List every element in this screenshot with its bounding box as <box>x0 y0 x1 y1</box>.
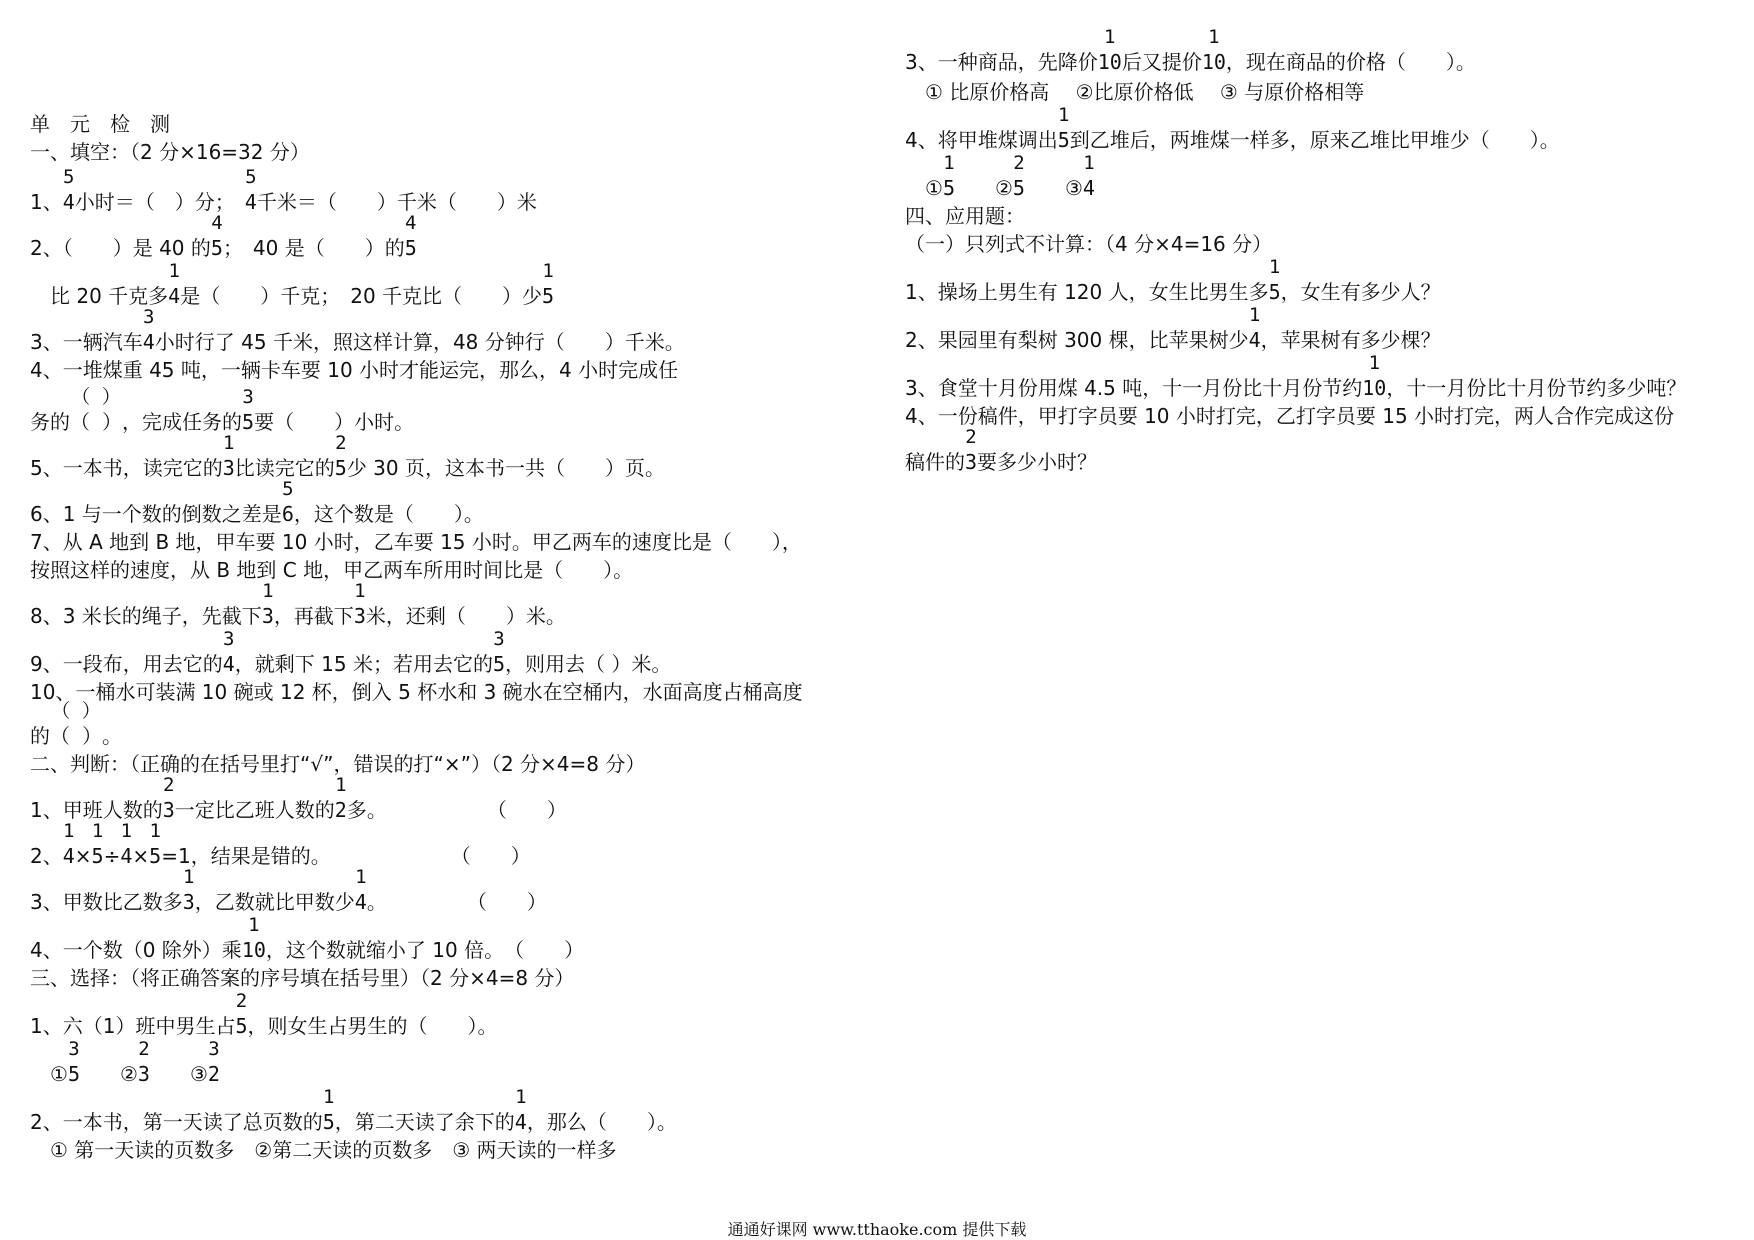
line-text: 4、将甲堆煤调出 <box>905 128 1058 152</box>
fraction-numerator: 3 <box>68 1038 80 1060</box>
fraction-numerator: 5 <box>282 478 294 500</box>
line-text: 稿件的 <box>905 450 965 474</box>
fraction <box>222 628 235 676</box>
line-text: 三、选择：（将正确答案的序号填在括号里）（2 分×4=8 分） <box>30 966 575 990</box>
fraction-denominator: 5 <box>404 236 417 260</box>
fraction <box>67 1038 80 1086</box>
fraction-denominator: 3 <box>353 604 366 628</box>
line-text: ，这个数是（ ）。 <box>293 502 484 526</box>
fraction-numerator: 1 <box>262 580 274 602</box>
fraction <box>1362 352 1387 400</box>
right-line <box>905 104 1560 152</box>
fraction <box>242 386 255 434</box>
left-line <box>30 628 672 676</box>
fraction <box>261 580 274 628</box>
fraction <box>62 820 75 868</box>
fraction <box>1268 256 1281 304</box>
fraction-numerator: 1 <box>183 866 195 888</box>
line-text: 6、1 与一个数的倒数之差是 <box>30 502 282 526</box>
line-text: ① 比原价格高 ②比原价格低 ③ 与原价格相等 <box>905 80 1365 104</box>
line-text: 4、一个数（0 除外）乘 <box>30 938 242 962</box>
fraction <box>149 820 162 868</box>
fraction-denominator: 4 <box>120 844 133 868</box>
fraction-denominator: 4 <box>142 330 155 354</box>
line-text: 4、一堆煤重 45 吨，一辆卡车要 10 小时才能运完，那么，4 小时完成任 <box>30 358 679 382</box>
left-line <box>30 680 803 704</box>
fraction-numerator: 1 <box>1083 152 1095 174</box>
right-line <box>905 152 1095 200</box>
fraction <box>70 386 123 434</box>
right-line <box>905 426 1098 474</box>
left-line <box>30 140 310 164</box>
fraction-denominator: 5 <box>1057 128 1070 152</box>
fraction-denominator: 5 <box>235 1014 248 1038</box>
line-text: 一定比乙班人数的 <box>174 798 335 822</box>
fraction-denominator: 10 <box>1201 50 1226 74</box>
fraction <box>1201 26 1226 74</box>
fraction-denominator: 5 <box>1268 280 1281 304</box>
line-text: 后又提价 <box>1121 50 1202 74</box>
fraction-denominator: （ ） <box>70 410 123 434</box>
fraction-numerator: 1 <box>515 1086 527 1108</box>
line-text: 2、一本书，第一天读了总页数的 <box>30 1110 323 1134</box>
fraction-denominator: 10 <box>1362 376 1387 400</box>
left-line <box>30 478 484 526</box>
fraction <box>244 166 257 214</box>
right-line <box>905 256 1441 304</box>
fraction-denominator: 4 <box>62 190 75 214</box>
line-text: 7、从 A 地到 B 地，甲车要 10 小时，乙车要 15 小时。甲乙两车的速度比是（ ）， <box>30 530 802 554</box>
fraction-denominator: 6 <box>281 502 294 526</box>
line-text: 比读完它的 <box>234 456 335 480</box>
line-text: 4、一份稿件，甲打字员要 10 小时打完，乙打字员要 15 小时打完，两人合作完成这份 <box>905 404 1675 428</box>
line-text: =1，结果是错的。 （ ） <box>161 844 531 868</box>
left-line <box>30 820 531 868</box>
line-text: 小时行了 45 千米，照这样计算，48 分钟行（ ）千米。 <box>154 330 685 354</box>
fraction-denominator: 3 <box>182 890 195 914</box>
fraction <box>354 866 367 914</box>
fraction <box>404 212 417 260</box>
fraction-denominator: 3 <box>261 604 274 628</box>
fraction <box>492 628 505 676</box>
fraction <box>334 432 347 480</box>
fraction-denominator: 5 <box>242 410 255 434</box>
fraction-denominator: 5 <box>492 652 505 676</box>
fraction-numerator: 2 <box>235 990 248 1012</box>
line-text: 3、食堂十月份用煤 4.5 吨，十一月份比十月份节约 <box>905 376 1363 400</box>
fraction-numerator: 1 <box>168 260 180 282</box>
left-line <box>30 212 417 260</box>
fraction <box>91 820 104 868</box>
line-text: 。 <box>102 724 123 748</box>
left-line <box>30 358 678 382</box>
left-line <box>30 966 574 990</box>
fraction-numerator: 1 <box>223 432 235 454</box>
left-line <box>30 580 566 628</box>
left-line <box>30 432 665 480</box>
fraction <box>222 432 235 480</box>
fraction-denominator: 5 <box>334 456 347 480</box>
line-text: 。 （ ） <box>366 890 547 914</box>
fraction <box>210 212 223 260</box>
fraction-denominator: 3 <box>137 1062 150 1086</box>
line-text: 比 20 千克多 <box>30 284 169 308</box>
line-text: ÷ <box>103 844 121 868</box>
fraction-denominator: 4 <box>222 652 235 676</box>
left-line <box>30 774 567 822</box>
fraction <box>322 1086 335 1134</box>
left-line <box>30 700 123 748</box>
line-text: ，第二天读了余下的 <box>334 1110 515 1134</box>
fraction-denominator: 4 <box>168 284 181 308</box>
line-text: 3、一辆汽车 <box>30 330 143 354</box>
fraction-denominator: 4 <box>354 890 367 914</box>
fraction-numerator: 1 <box>1268 256 1281 278</box>
fraction <box>162 774 175 822</box>
line-text: 务的 <box>30 410 70 434</box>
line-text: ，则用去（ ）米。 <box>505 652 672 676</box>
line-text: ① 第一天读的页数多 ②第二天读的页数多 ③ 两天读的一样多 <box>30 1138 617 1162</box>
line-text: × <box>132 844 150 868</box>
line-text: ，那么（ ）。 <box>526 1110 677 1134</box>
line-text: ② <box>954 176 1013 200</box>
line-text: ③ <box>1024 176 1083 200</box>
fraction-numerator: 1 <box>1058 104 1070 126</box>
line-text: 2、（ ）是 40 的 <box>30 236 211 260</box>
line-text: （一）只列式不计算：（4 分×4=16 分） <box>905 232 1273 256</box>
fraction-numerator: 5 <box>245 166 257 188</box>
fraction <box>353 580 366 628</box>
line-text: 米，还剩（ ）米。 <box>365 604 566 628</box>
fraction-numerator: 2 <box>965 426 977 448</box>
fraction <box>334 774 347 822</box>
line-text: ① <box>30 1062 68 1086</box>
fraction <box>241 914 266 962</box>
line-text: 10、一桶水可装满 10 碗或 12 杯，倒入 5 杯水和 3 碗水在空桶内，水面高度占桶高度 <box>30 680 803 704</box>
fraction-denominator: 5 <box>149 844 162 868</box>
fraction-denominator: 5 <box>210 236 223 260</box>
fraction <box>965 426 978 474</box>
fraction-denominator: 5 <box>1012 176 1025 200</box>
fraction <box>542 260 555 308</box>
fraction <box>281 478 294 526</box>
line-text: 的 <box>30 724 50 748</box>
fraction-denominator: 2 <box>334 798 347 822</box>
fraction-denominator: 5 <box>322 1110 335 1134</box>
line-text: 一、填空：（2 分×16=32 分） <box>30 140 310 164</box>
fraction-numerator: 2 <box>138 1038 150 1060</box>
fraction-denominator: 5 <box>91 844 104 868</box>
fraction-numerator: 1 <box>943 152 955 174</box>
line-text: 1、 <box>30 190 63 214</box>
right-line <box>905 404 1674 428</box>
right-line <box>905 232 1272 256</box>
fraction-denominator: 4 <box>514 1110 527 1134</box>
fraction-numerator: 2 <box>1013 152 1025 174</box>
right-line <box>905 26 1476 74</box>
fraction-denominator: 5 <box>542 284 555 308</box>
fraction-numerator: 4 <box>211 212 223 234</box>
fraction-numerator: 3 <box>493 628 505 650</box>
line-text: 多。 （ ） <box>346 798 567 822</box>
fraction <box>207 1038 220 1086</box>
fraction <box>137 1038 150 1086</box>
fraction-numerator: 1 <box>1248 304 1261 326</box>
fraction-numerator: 1 <box>542 260 554 282</box>
line-text: 3、甲数比乙数多 <box>30 890 183 914</box>
fraction-numerator: （ ） <box>51 700 101 722</box>
line-text: 2、果园里有梨树 300 棵，比苹果树少 <box>905 328 1249 352</box>
line-text: 要（ ）小时。 <box>254 410 415 434</box>
fraction-numerator: 1 <box>1104 26 1116 48</box>
fraction-numerator: 1 <box>1208 26 1220 48</box>
line-text: ，十一月份比十月份节约多少吨？ <box>1386 376 1687 400</box>
fraction-numerator: 1 <box>323 1086 335 1108</box>
fraction <box>1082 152 1095 200</box>
line-text: 是（ ）千克； 20 千克比（ ）少 <box>180 284 543 308</box>
fraction <box>120 820 133 868</box>
line-text: 单 元 检 测 <box>30 112 170 136</box>
fraction-denominator: 5 <box>942 176 955 200</box>
fraction-numerator: 2 <box>335 432 347 454</box>
left-line <box>30 1086 677 1134</box>
fraction <box>1248 304 1261 352</box>
fraction-denominator: 4 <box>1082 176 1095 200</box>
left-line <box>30 166 537 214</box>
line-text: 到乙堆后，两堆煤一样多，原来乙堆比甲堆少（ ）。 <box>1069 128 1560 152</box>
fraction <box>142 306 155 354</box>
line-text: 千米＝（ ）千米（ ）米 <box>256 190 537 214</box>
fraction-denominator: 4 <box>244 190 257 214</box>
fraction-denominator: 4 <box>62 844 75 868</box>
fraction <box>1012 152 1025 200</box>
fraction-numerator: 1 <box>1368 352 1381 374</box>
fraction <box>62 166 75 214</box>
line-text: ① <box>905 176 943 200</box>
line-text: ② <box>79 1062 138 1086</box>
line-text: 要多少小时？ <box>977 450 1098 474</box>
line-text: ，再截下 <box>273 604 354 628</box>
fraction-numerator: 5 <box>63 166 75 188</box>
fraction-denominator: 5 <box>67 1062 80 1086</box>
right-line <box>905 204 1025 228</box>
right-line <box>905 304 1441 352</box>
left-line <box>30 260 555 308</box>
left-line <box>30 752 645 776</box>
fraction-numerator: 1 <box>335 774 347 796</box>
line-text: 8、3 米长的绳子，先截下 <box>30 604 262 628</box>
left-line <box>30 386 415 434</box>
fraction-numerator: 1 <box>91 820 104 842</box>
fraction-denominator: （ ） <box>50 724 103 748</box>
line-text: ，这个数就缩小了 10 倍。 （ ） <box>265 938 585 962</box>
line-text: ，乙数就比甲数少 <box>194 890 355 914</box>
left-line <box>30 914 585 962</box>
fraction-numerator: 1 <box>120 820 133 842</box>
left-line <box>30 1038 220 1086</box>
line-text: 四、应用题： <box>905 204 1025 228</box>
fraction-numerator: （ ） <box>71 386 121 408</box>
line-text: 按照这样的速度，从 B 地到 C 地，甲乙两车所用时间比是（ ）。 <box>30 558 634 582</box>
fraction <box>182 866 195 914</box>
line-text: ，苹果树有多少棵？ <box>1260 328 1441 352</box>
left-line <box>30 1138 617 1162</box>
right-line <box>905 80 1364 104</box>
fraction-denominator: 10 <box>241 938 266 962</box>
fraction <box>514 1086 527 1134</box>
fraction-denominator: 10 <box>1097 50 1122 74</box>
line-text: ，现在商品的价格（ ）。 <box>1225 50 1476 74</box>
line-text: ，则女生占男生的（ ）。 <box>247 1014 498 1038</box>
fraction-denominator: 3 <box>222 456 235 480</box>
fraction-denominator: 3 <box>162 798 175 822</box>
fraction-numerator: 1 <box>354 580 366 602</box>
footer-credit: 通通好课网 www.tthaoke.com 提供下载 <box>727 1220 1027 1239</box>
line-text: 1、操场上男生有 120 人，女生比男生多 <box>905 280 1269 304</box>
line-text: 少 30 页，这本书一共（ ）页。 <box>346 456 665 480</box>
fraction-numerator: 4 <box>405 212 417 234</box>
line-text: 小时＝（ ）分； <box>74 190 245 214</box>
fraction-numerator: 1 <box>149 820 161 842</box>
fraction-numerator: 3 <box>208 1038 220 1060</box>
fraction-numerator: 1 <box>63 820 75 842</box>
fraction-denominator: 3 <box>965 450 978 474</box>
line-text: 2、 <box>30 844 63 868</box>
fraction-denominator: 4 <box>1248 328 1261 352</box>
fraction <box>168 260 181 308</box>
line-text: 1、六（1）班中男生占 <box>30 1014 236 1038</box>
fraction-numerator: 1 <box>248 914 260 936</box>
line-text: ，完成任务的 <box>122 410 243 434</box>
line-text: 5、一本书，读完它的 <box>30 456 223 480</box>
line-text: ，女生有多少人？ <box>1280 280 1441 304</box>
fraction <box>1097 26 1122 74</box>
fraction-numerator: 1 <box>355 866 367 888</box>
fraction-numerator: 3 <box>242 386 254 408</box>
fraction <box>50 700 103 748</box>
fraction <box>942 152 955 200</box>
left-line <box>30 112 170 136</box>
left-line <box>30 990 498 1038</box>
left-line <box>30 866 547 914</box>
fraction-denominator: 2 <box>207 1062 220 1086</box>
line-text: 二、判断：（正确的在括号里打“√”，错误的打“×”）（2 分×4=8 分） <box>30 752 646 776</box>
left-line <box>30 530 802 554</box>
line-text: 1、甲班人数的 <box>30 798 163 822</box>
line-text: × <box>74 844 92 868</box>
left-line <box>30 306 685 354</box>
line-text: ； 40 是（ ）的 <box>222 236 405 260</box>
line-text: 3、一种商品，先降价 <box>905 50 1098 74</box>
right-line <box>905 352 1687 400</box>
fraction-numerator: 3 <box>223 628 235 650</box>
line-text: 9、一段布，用去它的 <box>30 652 223 676</box>
fraction <box>235 990 248 1038</box>
fraction-numerator: 3 <box>143 306 155 328</box>
left-line <box>30 558 633 582</box>
line-text: ③ <box>149 1062 208 1086</box>
line-text: ，就剩下 15 米；若用去它的 <box>234 652 493 676</box>
fraction-numerator: 2 <box>163 774 175 796</box>
fraction <box>1057 104 1070 152</box>
